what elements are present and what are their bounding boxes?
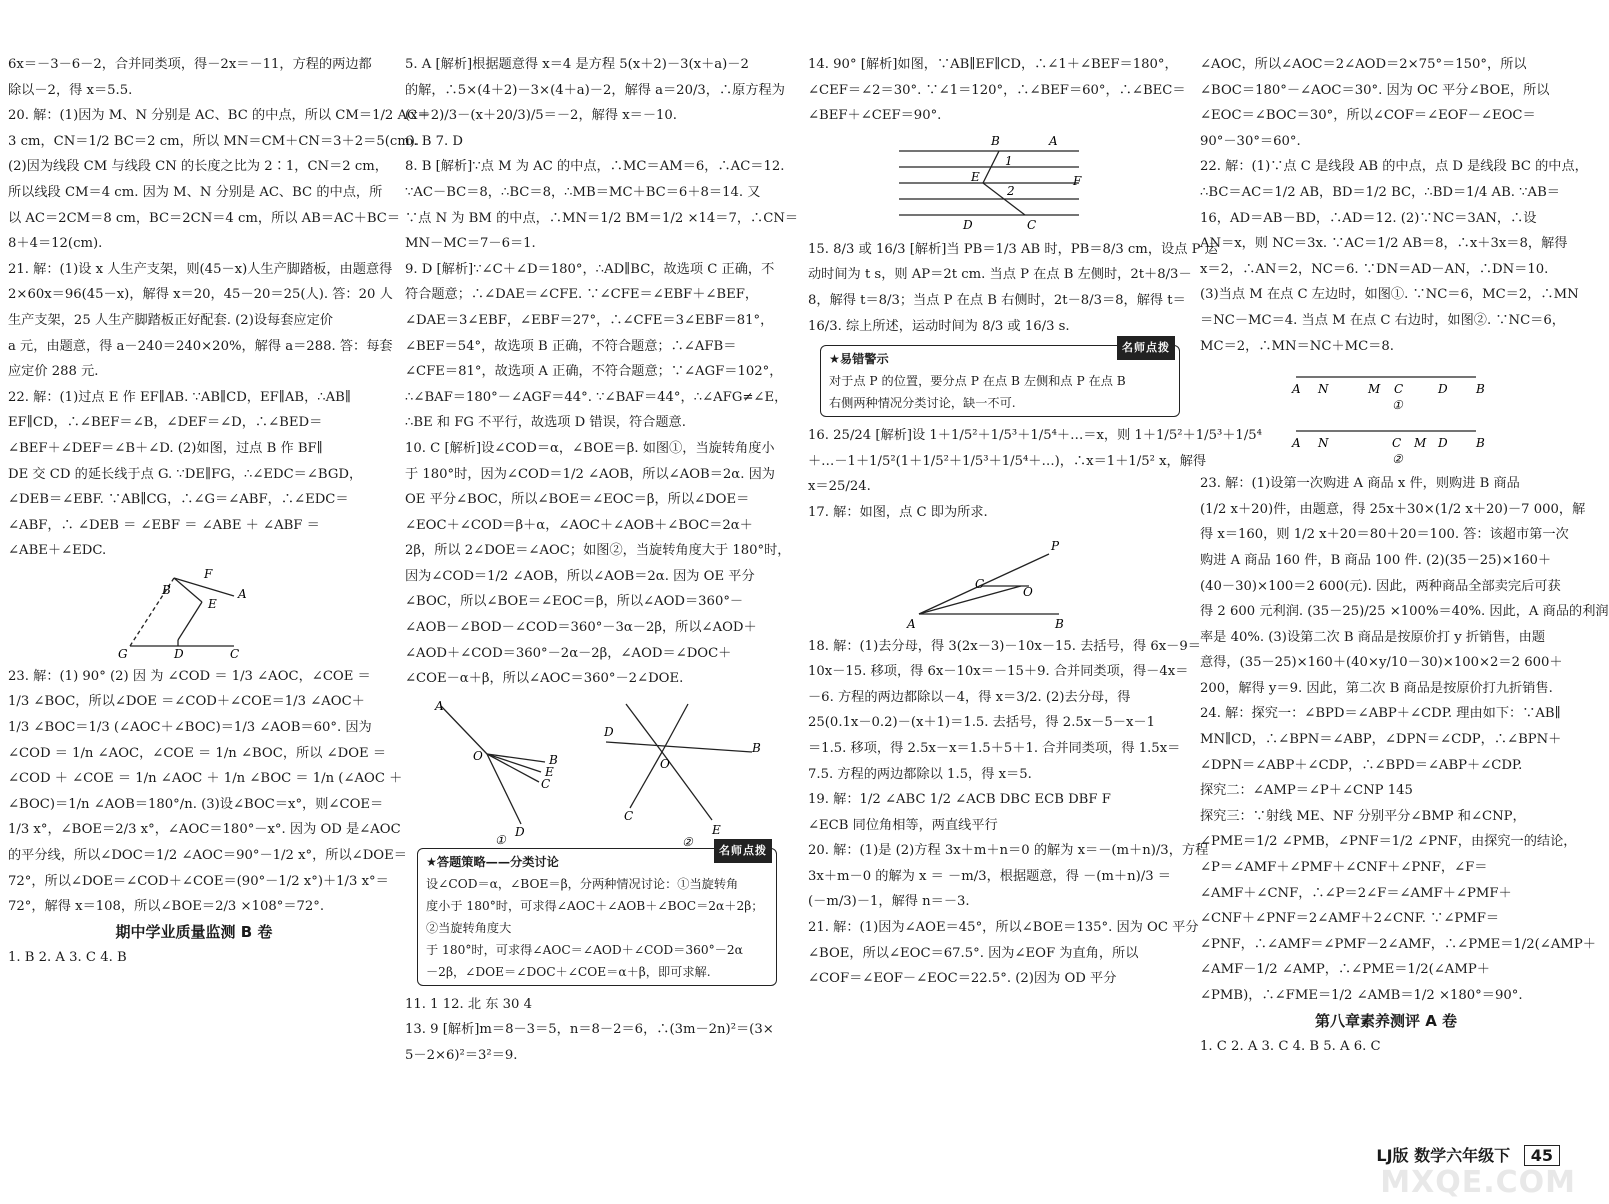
answer-line: ∠PNF，∴∠AMF＝∠PMF－2∠AMF，∴∠PME＝1/2(∠AMP＋ xyxy=(1200,936,1596,952)
figure-label: C xyxy=(230,646,240,661)
answer-line: ∠DPN＝∠ABP＋∠CDP，∴∠BPD＝∠ABP＋∠CDP. xyxy=(1200,757,1523,773)
figure-label: C xyxy=(623,808,633,823)
answer-line: 除以－2，得 x＝5.5. xyxy=(8,82,133,98)
answer-line: ∠BEF＋∠DEF＝∠B＋∠D. (2)如图，过点 B 作 BF∥ xyxy=(8,440,323,456)
figure-label: ② xyxy=(681,834,693,849)
answer-line: 8＋4＝12(cm). xyxy=(8,236,103,252)
answer-line: x＝2，∴AN＝2，NC＝6. ∵DN＝AD－AN，∴DN＝10. xyxy=(1200,261,1549,277)
answer-line: 6x＝－3－6－2，合并同类项，得－2x＝－11，方程的两边都 xyxy=(8,57,372,72)
answer-line: 72°，所以∠DOE＝∠COD＋∠COE＝(90°－1/2 x°)＋1/3 x°＝ xyxy=(8,873,389,889)
answer-line: 20. 解：(1)因为 M、N 分别是 AC、BC 的中点，所以 CM＝1/2 AC＝ xyxy=(8,108,431,124)
answer-line: ∠AOC，所以∠AOC＝2∠AOD＝2×75°＝150°，所以 xyxy=(1200,57,1527,72)
answer-line: ∠CNF＋∠PNF＝2∠AMF＋2∠CNF. ∵∠PMF＝ xyxy=(1200,911,1500,927)
answer-line: 得 x＝160，则 1/2 x＋20＝80＋20＝100. 答：该超市第一次 xyxy=(1200,527,1569,543)
answer-line: 应定价 288 元. xyxy=(8,364,99,380)
answer-line: 因为∠COD＝1/2 ∠AOB，所以∠AOB＝2α. 因为 OE 平分 xyxy=(405,568,755,584)
figure-label: E xyxy=(971,169,980,184)
answer-line: (－m/3)－1，解得 n＝－3. xyxy=(808,894,970,910)
figure-label: A xyxy=(1292,436,1301,451)
answer-line: 9. D [解析]∵∠C＋∠D＝180°，∴AD∥BC，故选项 C 正确，不 xyxy=(405,261,775,277)
answer-line: 探究二：∠AMP＝∠P＋∠CNP 145 xyxy=(1200,783,1413,799)
answer-line: 23. 解：(1) 90° (2) 因 为 ∠COD ＝ 1/3 ∠AOC，∠COE ＝ xyxy=(8,668,371,684)
figure-label: 2 xyxy=(1007,183,1015,198)
answer-line: 7.5. 方程的两边都除以 1.5，得 x＝5. xyxy=(808,766,1032,782)
answer-line: 72°，解得 x＝108，所以∠BOE＝2/3 ×108°＝72°. xyxy=(8,899,325,915)
page-footer xyxy=(1376,1143,1560,1166)
answer-line: 5. A [解析]根据题意得 x＝4 是方程 5(x＋2)－3(x＋a)－2 xyxy=(405,57,749,72)
answer-line: 13. 9 [解析]m＝8－3＝5，n＝8－2＝6，∴(3m－2n)²＝(3× xyxy=(405,1022,774,1038)
answer-line: ∠EOC＋∠COD＝β＋α，∠AOC＋∠AOB＋∠BOC＝2α＋ xyxy=(405,517,753,533)
answer-line: 动时间为 t s，则 AP＝2t cm. 当点 P 在点 B 左侧时，2t＋8/3－ xyxy=(808,267,1192,283)
answer-line: 25(0.1x－0.2)－(x＋1)＝1.5. 去括号，得 2.5x－5－x－1 xyxy=(808,715,1155,731)
figure-label: G xyxy=(118,646,128,661)
answer-line: 16，AD＝AB－BD，∴AD＝12. (2)∵NC＝3AN，∴设 xyxy=(1200,210,1537,226)
answer-line: ∠AMF－1/2 ∠AMP，∴∠PME＝1/2(∠AMP＋ xyxy=(1200,962,1490,978)
answer-line: 购进 A 商品 160 件，B 商品 100 件. (2)(35－25)×160＋ xyxy=(1200,552,1552,568)
figure-label: D xyxy=(514,824,525,839)
answer-line: ∠BOC)＝1/n ∠AOB＝180°/n. (3)设∠BOC＝x°，则∠COE＝ xyxy=(8,796,384,812)
answer-column-2 xyxy=(405,52,799,1069)
answer-line: ∠PME＝1/2 ∠PMB，∠PNF＝1/2 ∠PNF，由探究一的结论， xyxy=(1200,834,1577,850)
answer-line: ∠AOD＋∠COD＝360°－2α－2β，∠AOD＝∠DOC＋ xyxy=(405,645,732,661)
tip-title: ★答题策略——分类讨论 xyxy=(426,854,559,869)
answer-line: 22. 解：(1)过点 E 作 EF∥AB. ∵AB∥CD，EF∥AB，∴AB∥ xyxy=(8,389,351,405)
figure-label: D xyxy=(174,646,184,661)
answer-line: 3 cm，CN＝1/2 BC＝2 cm，所以 MN＝CM＋CN＝3＋2＝5(cm). xyxy=(8,133,420,149)
tip-line: 右侧两种情况分类讨论，缺一不可. xyxy=(829,396,1016,411)
answer-line: a 元，由题意，得 a－240＝240×20%，解得 a＝288. 答：每套 xyxy=(8,338,393,354)
figure-label: A xyxy=(434,698,444,713)
answer-line: ∵点 N 为 BM 的中点，∴MN＝1/2 BM＝1/2 ×14＝7，∴CN＝ xyxy=(405,210,799,226)
tip-line: 于 180°时，可求得∠AOC＝∠AOD＋∠COD＝360°－2α xyxy=(426,942,743,957)
figure-q22-2 xyxy=(1276,417,1496,467)
figure-line xyxy=(487,754,521,824)
answer-line: ∠DEB＝∠EBF. ∵AB∥CG，∴∠G＝∠ABF，∴∠EDC＝ xyxy=(8,492,349,508)
figure-label: A xyxy=(907,616,916,631)
answer-line: 6. B 7. D xyxy=(405,133,464,149)
answer-line: 8，解得 t＝8/3；当点 P 在点 B 右侧时，2t－8/3＝8，解得 t＝ xyxy=(808,292,1186,308)
figure-label: C xyxy=(540,776,550,791)
answer-line: ∠BOC，所以∠BOE＝∠EOC＝β，所以∠AOD＝360°－ xyxy=(405,594,744,610)
answer-line: ∠AMF＋∠CNF，∴∠P＝2∠F＝∠AMF＋∠PMF＋ xyxy=(1200,885,1512,901)
figure-label: C xyxy=(1392,436,1402,451)
answer-line: 90°－30°＝60°. xyxy=(1200,133,1301,149)
edition-label: LJ版 xyxy=(1376,1146,1409,1165)
answer-line: 3x＋m－0 的解为 x ＝ －m/3，根据题意，得 －(m＋n)/3 ＝ xyxy=(808,868,1171,884)
answer-line: 2×60x＝96(45－x)，解得 x＝20，45－20＝25(人). 答：20 人 xyxy=(8,287,393,303)
answer-line: ∠COF＝∠EOF－∠EOC＝22.5°. (2)因为 OD 平分 xyxy=(808,971,1117,987)
answer-line: ∴∠BAF＝180°－∠AGF＝44°. ∵∠BAF＝44°，∴∠AFG≠∠E， xyxy=(405,389,788,405)
answer-line: 10. C [解析]设∠COD＝α，∠BOE＝β. 如图①，当旋转角度小 xyxy=(405,440,775,456)
figure-label: B xyxy=(1055,616,1064,631)
figure-q22-1 xyxy=(1276,363,1496,413)
figure-label: D xyxy=(1438,382,1448,397)
figure-label: O xyxy=(1023,584,1033,599)
figure-q17 xyxy=(899,530,1089,630)
figure-label: B xyxy=(548,752,558,767)
tip-line: 度小于 180°时，可求得∠AOC＋∠AOB＋∠BOC＝2α＋2β；②当旋转角度大 xyxy=(426,898,764,935)
tip-line: 设∠COD＝α，∠BOE＝β，分两种情况讨论：①当旋转角 xyxy=(426,876,739,891)
answer-line: 14. 90° [解析]如图，∵AB∥EF∥CD，∴∠1＋∠BEF＝180°， xyxy=(808,57,1178,72)
answer-line: 16. 25/24 [解析]设 1＋1/5²＋1/5³＋1/5⁴＋…＝x，则 1＋1/5²＋1/5³＋1/5⁴ xyxy=(808,428,1262,444)
answer-line: 15. 8/3 或 16/3 [解析]当 PB＝1/3 AB 时，PB＝8/3 cm，设点 P 运 xyxy=(808,241,1218,257)
answer-line: ∠CFE＝81°，故选项 A 正确，不符合题意；∵∠AGF＝102°， xyxy=(405,364,783,380)
figure-label: O xyxy=(472,748,483,763)
figure-label: A xyxy=(1292,382,1301,397)
answer-line: 意得，(35－25)×160＋(40×y/10－30)×100×2＝2 600＋ xyxy=(1200,655,1563,671)
answer-line: 8. B [解析]∵点 M 为 AC 的中点，∴MC＝AM＝6，∴AC＝12. xyxy=(405,159,785,175)
figure-label: C xyxy=(1394,382,1404,397)
figure-label: C xyxy=(1027,217,1037,232)
answer-column-1 xyxy=(8,52,431,971)
answer-line: 17. 解：如图，点 C 即为所求. xyxy=(808,504,988,520)
subject-label: 数学六年级下 xyxy=(1414,1146,1511,1165)
answer-line: ∠COD ＋ ∠COE ＝ 1/n ∠AOC ＋ 1/n ∠BOC ＝ 1/n (∠AOC ＋ xyxy=(8,771,403,787)
figure-label: A xyxy=(238,586,247,601)
answer-line: OE 平分∠BOC，所以∠BOE＝∠EOC＝β，所以∠DOE＝ xyxy=(405,492,750,508)
answer-line: (3)当点 M 在点 C 左边时，如图①. ∵NC＝6，MC＝2，∴MN xyxy=(1200,287,1579,303)
answer-line: ∠COE－α＋β，所以∠AOC＝360°－2∠DOE. xyxy=(405,671,684,687)
answer-line: ∠CEF＝∠2＝30°. ∵∠1＝120°，∴∠BEF＝60°，∴∠BEC＝ xyxy=(808,82,1186,98)
figure-q10-1 xyxy=(421,696,571,846)
figure-label: D xyxy=(603,724,614,739)
figure-label: ① xyxy=(1392,398,1403,413)
figure-label: ① xyxy=(494,832,506,847)
answer-line: 的平分线，所以∠DOC＝1/2 ∠AOC＝90°－1/2 x°，所以∠DOE＝ xyxy=(8,848,407,864)
answer-line: 的解，∴5×(4＋2)－3×(4＋a)－2，解得 a＝20/3，∴原方程为 xyxy=(405,82,785,98)
answer-line: MC＝2，∴MN＝NC＋MC＝8. xyxy=(1200,338,1394,354)
figure-label: ② xyxy=(1392,452,1403,467)
section-title: 期中学业质量监测 B 卷 xyxy=(115,922,273,941)
answer-line: (40－30)×100＝2 600(元). 因此，两种商品全部卖完后可获 xyxy=(1200,578,1561,594)
section-title: 第八章素养测评 A 卷 xyxy=(1314,1011,1458,1030)
answer-line: 于 180°时，因为∠COD＝1/2 ∠AOB，所以∠AOB＝2α. 因为 xyxy=(405,466,775,482)
figure-label: D xyxy=(1438,436,1448,451)
tip-badge: 名师点拨 xyxy=(714,839,772,863)
figure-q10-row xyxy=(405,692,777,849)
figure-label: N xyxy=(1318,382,1329,397)
figure-label: M xyxy=(1414,436,1427,451)
answer-line: (x＋2)/3－(x＋20/3)/5＝－2，解得 x＝－10. xyxy=(405,108,677,124)
answer-line: 2β，所以 2∠DOE＝∠AOC；如图②，当旋转角度大于 180°时， xyxy=(405,543,791,559)
answer-line: AN＝x，则 NC＝3x. ∵AC＝1/2 AB＝8，∴x＋3x＝8，解得 xyxy=(1200,236,1568,252)
answer-line: 200，解得 y＝9. 因此，第二次 B 商品是按原价打九折销售. xyxy=(1200,680,1553,696)
answer-line: 19. 解：1/2 ∠ABC 1/2 ∠ACB DBC ECB DBF F xyxy=(808,792,1111,808)
answer-line: －6. 方程的两边都除以－4，得 x＝3/2. (2)去分母，得 xyxy=(808,689,1131,705)
answer-line: 1/3 ∠BOC，所以∠DOE ＝∠COD＋∠COE＝1/3 ∠AOC＋ xyxy=(8,694,365,710)
figure-q10-2 xyxy=(602,696,762,849)
figure-label: B xyxy=(751,740,761,755)
figure-q14 xyxy=(899,133,1089,233)
tip-box xyxy=(417,843,777,986)
page-number: 45 xyxy=(1524,1145,1560,1166)
answer-line: 16/3. 综上所述，运动时间为 8/3 或 16/3 s. xyxy=(808,318,1070,334)
answer-line: 10x－15. 移项，得 6x－10x＝－15＋9. 合并同类项，得－4x＝ xyxy=(808,664,1189,680)
figure-label: 1 xyxy=(1005,153,1013,168)
answer-line: ∠P＝∠AMF＋∠PMF＋∠CNF＋∠PNF，∠F＝ xyxy=(1200,860,1488,876)
answer-line: ∠BEF＝54°，故选项 B 正确，不符合题意；∴∠AFB＝ xyxy=(405,338,737,354)
answer-line: ∵AC－BC＝8，∴BC＝8，∴MB＝MC＋BC＝6＋8＝14. 又 xyxy=(405,184,761,200)
answer-line: ∴BE 和 FG 不平行，故选项 D 错误，符合题意. xyxy=(405,415,686,431)
figure-label: B xyxy=(991,133,1000,148)
answer-line: ＝1.5. 移项，得 2.5x－x＝1.5＋5＋1. 合并同类项，得 1.5x＝ xyxy=(808,740,1181,756)
answer-line: 率是 40%. (3)设第二次 B 商品是按原价打 y 折销售，由题 xyxy=(1200,629,1546,645)
answer-line: ∠BOC＝180°－∠AOC＝30°. 因为 OC 平分∠BOE，所以 xyxy=(1200,82,1550,98)
answer-line: (2)因为线段 CM 与线段 CN 的长度之比为 2∶1，CN＝2 cm， xyxy=(8,159,388,175)
answer-line: 21. 解：(1)因为∠AOE＝45°，所以∠BOE＝135°. 因为 OC 平分 xyxy=(808,920,1199,936)
answer-line: DE 交 CD 的延长线于点 G. ∵DE∥FG，∴∠EDC＝∠BGD， xyxy=(8,466,363,482)
tip-box xyxy=(820,341,1180,417)
answer-line: 符合题意；∴∠DAE＝∠CFE. ∵∠CFE＝∠EBF＋∠BEF， xyxy=(405,287,759,303)
answer-line: 1/3 x°，∠BOE＝2/3 x°，∠AOC＝180°－x°. 因为 OD 是∠AOC xyxy=(8,822,401,838)
figure-q22 xyxy=(104,568,284,660)
figure-line xyxy=(178,602,202,640)
tip-badge: 名师点拨 xyxy=(1117,336,1175,360)
answer-line: 得 2 600 元利润. (35－25)/25 ×100%＝40%. 因此，A 商品的利润 xyxy=(1200,604,1609,620)
figure-label: B xyxy=(162,582,171,597)
figure-label: N xyxy=(1318,436,1329,451)
tip-line: 对于点 P 的位置，要分点 P 在点 B 左侧和点 P 在点 B xyxy=(829,374,1126,389)
answer-line: ∠BOE，所以∠EOC＝67.5°. 因为∠EOF 为直角，所以 xyxy=(808,945,1139,961)
answer-line: EF∥CD，∴∠BEF＝∠B，∠DEF＝∠D，∴∠BED＝ xyxy=(8,415,323,431)
answer-line: 以 AC＝2CM＝8 cm，BC＝2CN＝4 cm，所以 AB＝AC＋BC＝ xyxy=(8,210,401,226)
answer-line: MN－MC＝7－6＝1. xyxy=(405,236,536,252)
answer-line: 24. 解：探究一：∠BPD＝∠ABP＋∠CDP. 理由如下：∵AB∥ xyxy=(1200,706,1561,722)
answer-line: ∠ABE＋∠EDC. xyxy=(8,543,107,559)
figure-line xyxy=(441,706,487,754)
answer-line: MN∥CD，∴∠BPN＝∠ABP，∠DPN＝∠CDP，∴∠BPN＋ xyxy=(1200,732,1562,748)
figure-label: C xyxy=(975,576,985,591)
answer-line: ∠PMB)，∴∠FME＝1/2 ∠AMB＝1/2 ×180°＝90°. xyxy=(1200,988,1523,1003)
figure-label: D xyxy=(963,217,973,232)
figure-label: O xyxy=(659,756,670,771)
answer-column-4 xyxy=(1200,52,1609,1060)
figure-label: P xyxy=(1051,538,1060,553)
answer-line: 1. B 2. A 3. C 4. B xyxy=(8,950,127,966)
answer-line: 18. 解：(1)去分母，得 3(2x－3)－10x－15. 去括号，得 6x－9＝ xyxy=(808,638,1201,654)
tip-line: －2β，∠DOE＝∠DOC＋∠COE＝α＋β，即可求解. xyxy=(426,964,711,979)
answer-line: 22. 解：(1)∵点 C 是线段 AB 的中点，点 D 是线段 BC 的中点， xyxy=(1200,159,1588,175)
figure-line xyxy=(662,704,688,752)
answer-line: ∠ECB 同位角相等，两直线平行 xyxy=(808,817,998,833)
figure-label: F xyxy=(1073,173,1082,188)
figure-label: E xyxy=(711,822,721,837)
answer-line: 探究三：∵射线 ME、NF 分别平分∠BMP 和∠CNP， xyxy=(1200,808,1526,824)
answer-line: 11. 1 12. 北 东 30 4 xyxy=(405,996,533,1012)
answer-line: ＋…－1＋1/5²(1＋1/5²＋1/5³＋1/5⁴＋…)，∴x＝1＋1/5² x，解得 xyxy=(808,453,1207,469)
figure-line xyxy=(606,742,752,752)
answer-line: 1/3 ∠BOC＝1/3 (∠AOC＋∠BOC)＝1/3 ∠AOB＝60°. 因为 xyxy=(8,720,372,736)
answer-line: 23. 解：(1)设第一次购进 A 商品 x 件，则购进 B 商品 xyxy=(1200,476,1520,492)
watermark: MXQE.COM xyxy=(1380,1165,1576,1200)
answer-line: 20. 解：(1)是 (2)方程 3x＋m＋n＝0 的解为 x＝－(m＋n)/3，方程 xyxy=(808,843,1209,859)
answer-line: 所以线段 CM＝4 cm. 因为 M、N 分别是 AC、BC 的中点，所 xyxy=(8,184,383,200)
answer-line: x＝25/24. xyxy=(808,479,871,495)
answer-line: ∠EOC＝∠BOC＝30°，所以∠COF＝∠EOF－∠EOC＝ xyxy=(1200,108,1536,124)
tip-title: ★易错警示 xyxy=(829,352,889,367)
figure-label: B xyxy=(1476,436,1485,451)
answer-line: ∠AOB－∠BOD－∠COD＝360°－3α－2β，所以∠AOD＋ xyxy=(405,620,757,636)
answer-line: 生产支架，25 人生产脚踏板正好配套. (2)设每套应定价 xyxy=(8,312,333,328)
answer-line: ∴BC＝AC＝1/2 AB，BD＝1/2 BC，∴BD＝1/4 AB. ∵AB＝ xyxy=(1200,184,1560,200)
answer-line: ∠ABF，∴ ∠DEB ＝ ∠EBF ＝ ∠ABE ＋ ∠ABF ＝ xyxy=(8,517,320,533)
figure-label: E xyxy=(544,764,554,779)
figure-line xyxy=(630,752,662,808)
answer-line: 1. C 2. A 3. C 4. B 5. A 6. C xyxy=(1200,1039,1381,1055)
answer-line: ∠COD ＝ 1/n ∠AOC，∠COE ＝ 1/n ∠BOC，所以 ∠DOE ＝ xyxy=(8,745,387,761)
figure-label: A xyxy=(1049,133,1058,148)
answer-line: 21. 解：(1)设 x 人生产支架，则(45－x)人生产脚踏板，由题意得 xyxy=(8,261,393,277)
answer-line: ∠DAE＝3∠EBF，∠EBF＝27°，∴∠CFE＝3∠EBF＝81°， xyxy=(405,312,774,328)
answer-line: ＝NC－MC＝4. 当点 M 在点 C 右边时，如图②. ∵NC＝6， xyxy=(1200,312,1565,328)
figure-label: F xyxy=(204,566,213,581)
answer-line: (1/2 x＋20)件，由题意，得 25x＋30×(1/2 x＋20)－7 000，解 xyxy=(1200,501,1586,517)
figure-label: M xyxy=(1368,382,1381,397)
figure-label: B xyxy=(1476,382,1485,397)
answer-line: 5－2×6)²＝3²＝9. xyxy=(405,1048,518,1064)
figure-label: E xyxy=(208,596,217,611)
answer-line: ∠BEF＋∠CEF＝90°. xyxy=(808,108,942,124)
